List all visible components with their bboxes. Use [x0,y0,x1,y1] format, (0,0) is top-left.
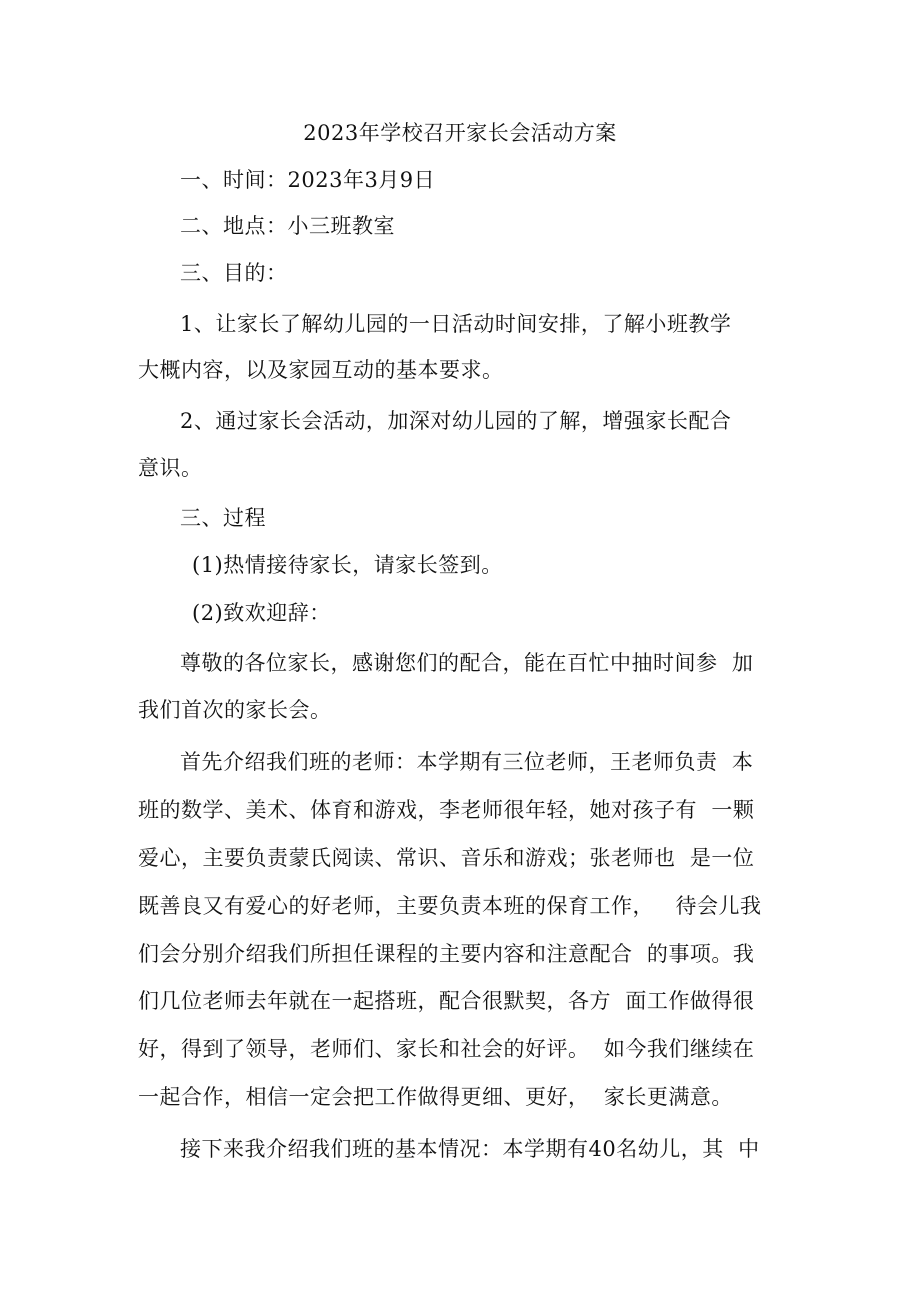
text-line: 好，得到了领导，老师们、家长和社会的好评。 如今我们继续在 [138,1037,755,1061]
text-line: 2、通过家长会活动，加深对幼儿园的了解，增强家长配合 [180,409,732,433]
section-location: 二、地点：小三班教室 [180,214,395,238]
section-purpose: 三、目的： [180,261,288,285]
section-time: 一、时间：2023年3月9日 [180,168,436,192]
text-line: 大概内容，以及家园互动的基本要求。 [138,358,504,382]
section-process: 三、过程 [180,506,266,530]
text-line: (1)热情接待家长，请家长签到。 [192,553,503,577]
text-line: 接下来我介绍我们班的基本情况：本学期有40名幼儿，其 中 [180,1137,760,1161]
text-line: 我们首次的家长会。 [138,698,332,722]
text-line: 尊敬的各位家长，感谢您们的配合，能在百忙中抽时间参 加 [180,651,754,675]
text-line: 1、让家长了解幼儿园的一日活动时间安排，了解小班教学 [180,312,732,336]
document-title: 2023年学校召开家长会活动方案 [303,121,617,145]
text-line: 首先介绍我们班的老师：本学期有三位老师，王老师负责 本 [180,750,754,774]
text-line: 爱心，主要负责蒙氏阅读、常识、音乐和游戏；张老师也 是一位 [138,846,755,870]
text-line: 一起合作，相信一定会把工作做得更细、更好， 家长更满意。 [138,1085,733,1109]
text-line: 们几位老师去年就在一起搭班，配合很默契，各方 面工作做得很 [138,989,755,1013]
text-line: 们会分别介绍我们所担任课程的主要内容和注意配合 的事项。我 [138,942,755,966]
text-line: 意识。 [138,456,203,480]
text-line: (2)致欢迎辞： [192,601,331,625]
text-line: 班的数学、美术、体育和游戏，李老师很年轻，她对孩子有 一颗 [138,798,755,822]
text-line: 既善良又有爱心的好老师，主要负责本班的保育工作， 待会儿我 [138,894,762,918]
